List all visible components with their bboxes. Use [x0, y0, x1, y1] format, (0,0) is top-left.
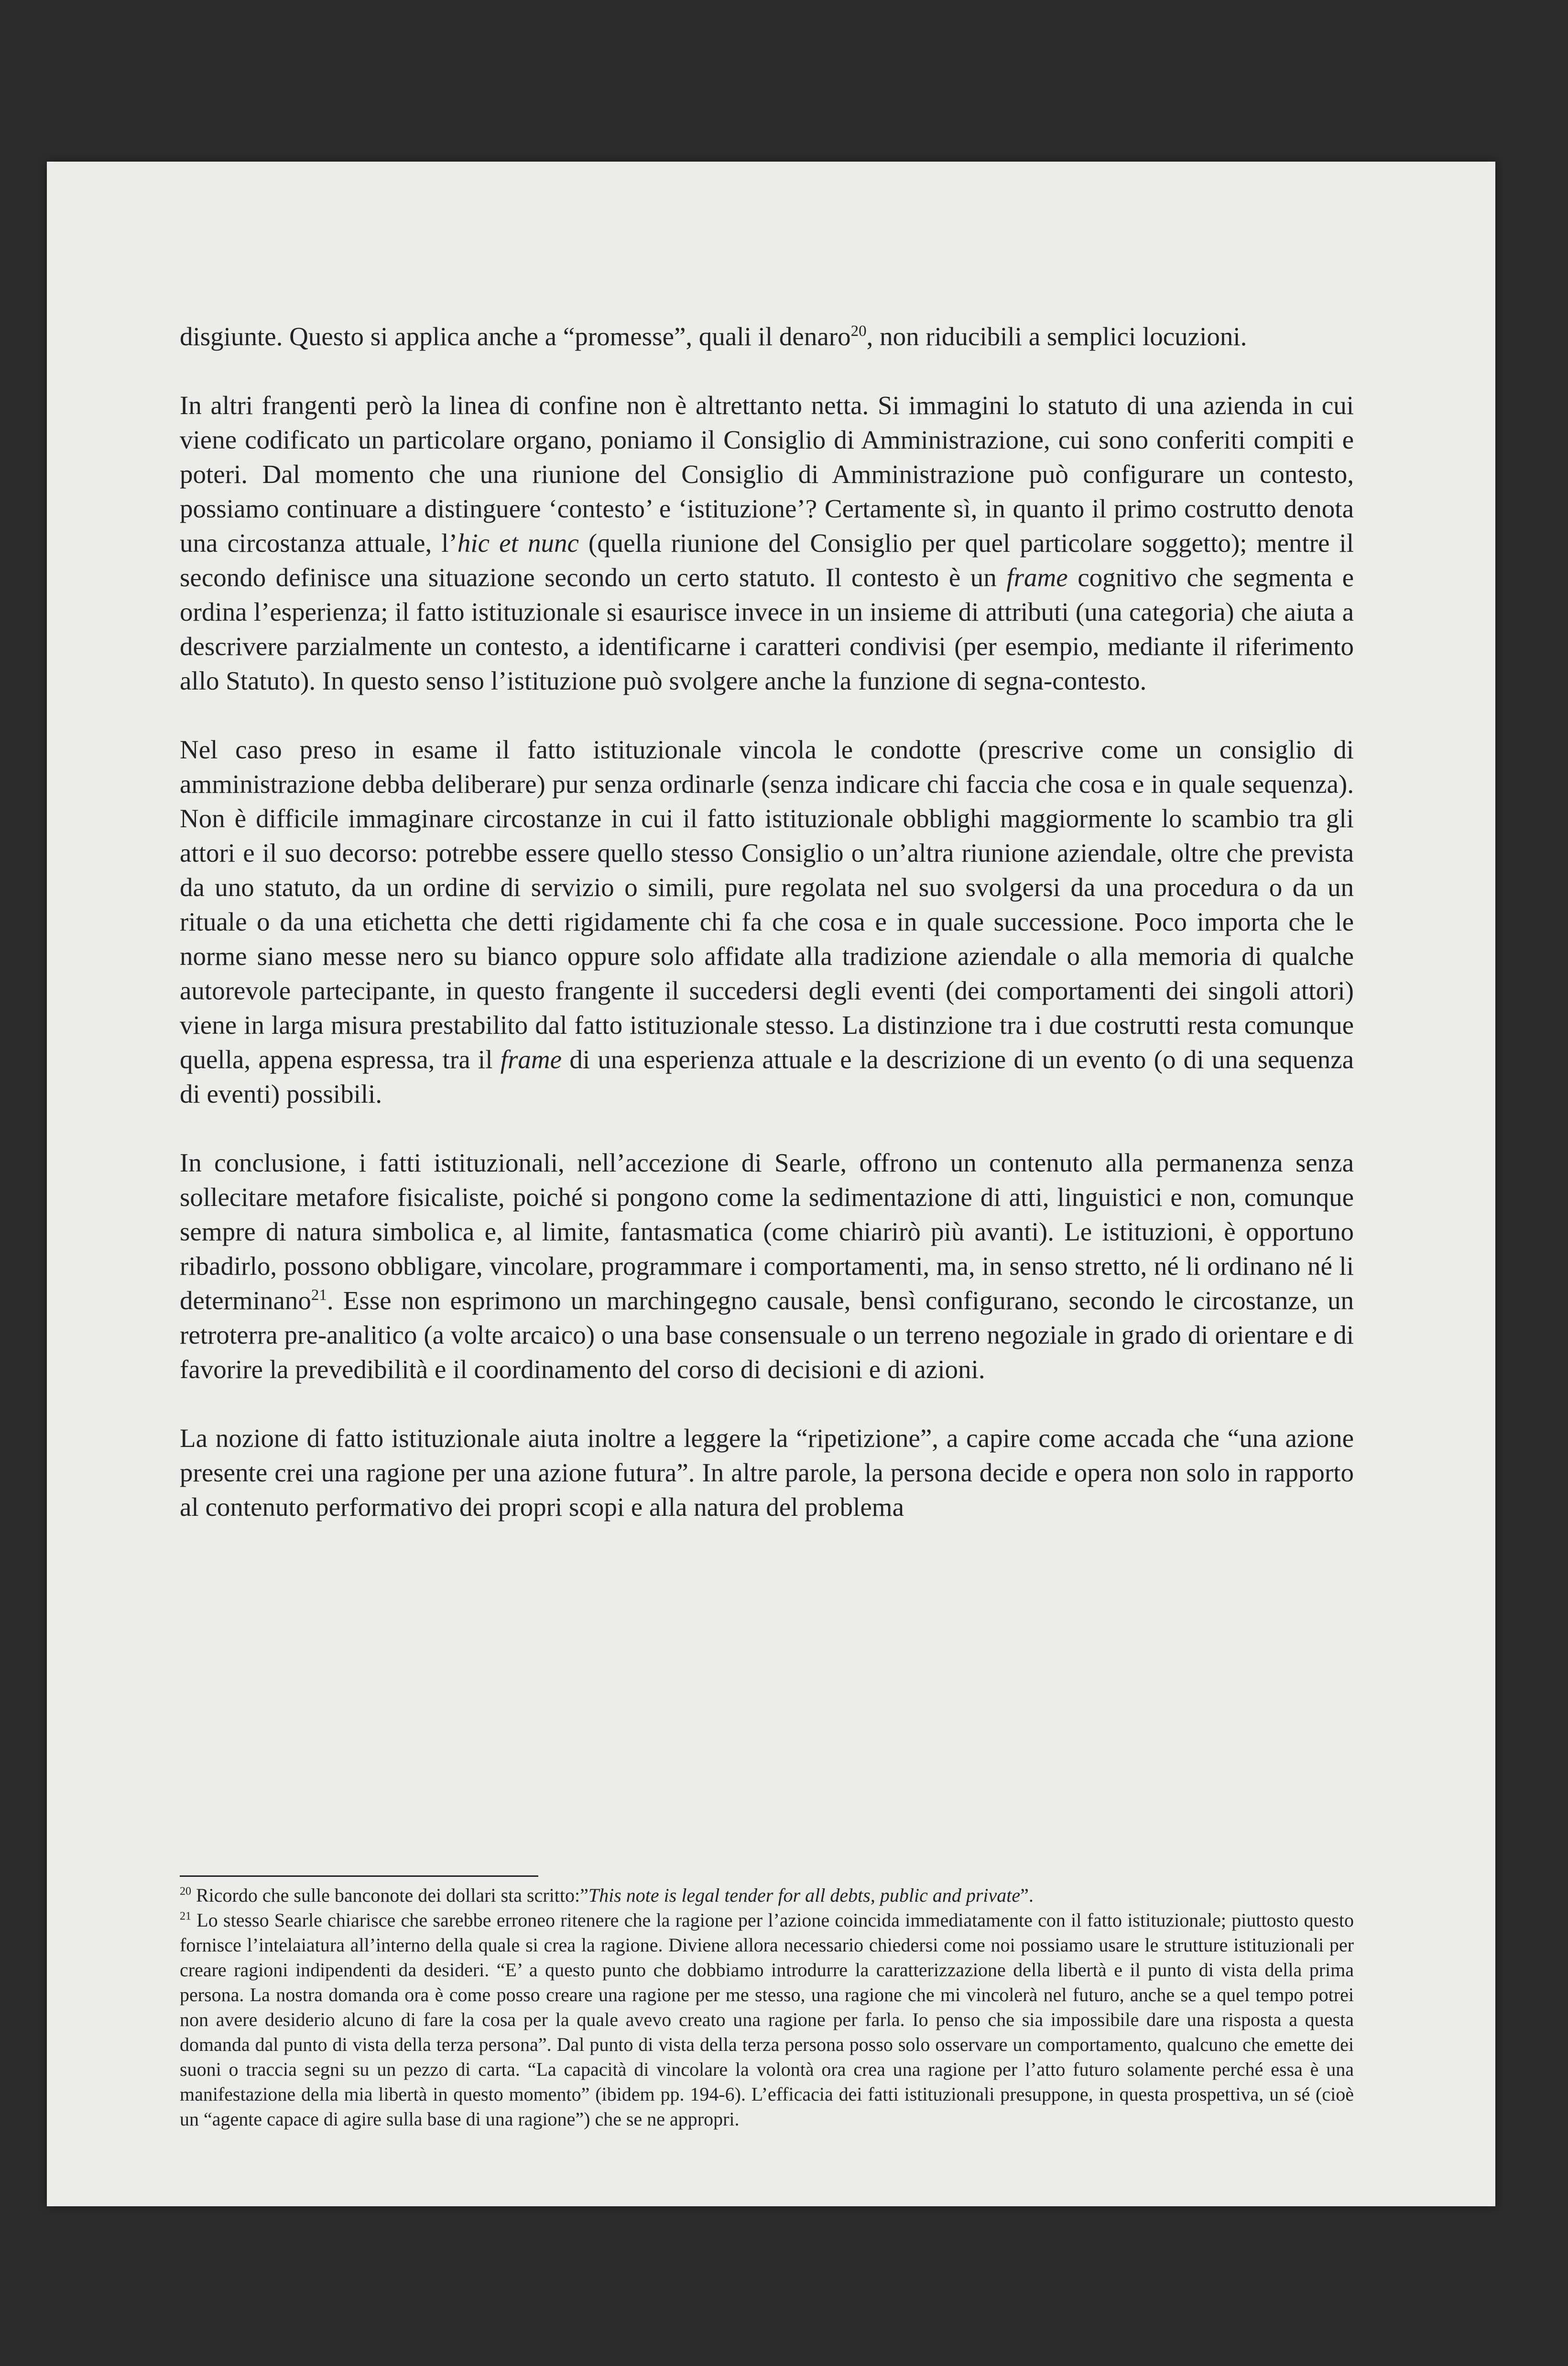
text-segment: Ricordo che sulle banconote dei dollari sta scritto:”	[191, 1884, 588, 1906]
paper-sheet	[47, 162, 1495, 2206]
text-segment: disgiunte. Questo si applica anche a “promesse”, quali il denaro	[180, 322, 851, 351]
body-text	[180, 319, 1354, 1559]
footnote-21	[180, 1908, 1354, 2132]
text-segment: . Esse non esprimono un marchingegno causale, bensì configurano, secondo le circostanze, un retroterra pre-analitico (a volte arcaico) o una base consensuale o un terreno negoziale in grado di orientare e di favorire la prevedibilità e il coordinamento del corso di decisioni e di azioni.	[180, 1286, 1354, 1384]
footnotes	[180, 1883, 1354, 2132]
italic-text: This note is legal tender for all debts, public and private	[588, 1884, 1021, 1906]
italic-text: hic et nunc	[457, 528, 579, 558]
text-segment: (quella riunione del Consiglio per quel particolare soggetto); mentre il secondo definisce una situazione secondo un certo statuto. Il contesto è un	[180, 528, 1354, 592]
text-segment: Lo stesso Searle chiarisce che sarebbe erroneo ritenere che la ragione per l’azione coincida immediatamente con il fatto istituzionale; piuttosto questo fornisce l’intelaiatura all’interno della quale si crea la ragione. Diviene allora necessario chiedersi come noi possiamo usare le strutture istituzionali per creare ragioni indipendenti da desideri. “E’ a questo punto che dobbiamo introdurre la caratterizzazione della libertà e il punto di vista della prima persona. La nostra domanda ora è come posso creare una ragione per me stesso, una ragione che mi vincolerà nel futuro, anche se a quel tempo potrei non avere desiderio alcuno di fare la cosa per la quale avevo creato una ragione per farla. Io penso che sia impossibile dare una risposta a questa domanda dal punto di vista della terza persona”. Dal punto di vista della terza persona posso solo osservare un comportamento, qualcuno che emette dei suoni o traccia segni su un pezzo di carta. “La capacità di vincolare la volontà ora crea una ragione per l’atto futuro solamente perché essa è una manifestazione della mia libertà in questo momento” (ibidem pp. 194-6). L’efficacia dei fatti istituzionali presuppone, in questa prospettiva, un sé (cioè un “agente capace di agire sulla base di una ragione”) che se ne appropri.	[180, 1909, 1354, 2130]
paragraph	[180, 733, 1354, 1111]
paragraph	[180, 388, 1354, 698]
text-segment: Nel caso preso in esame il fatto istituzionale vincola le condotte (prescrive come un consiglio di amministrazione debba deliberare) pur senza ordinarle (senza indicare chi faccia che cosa e in quale sequenza). Non è difficile immaginare circostanze in cui il fatto istituzionale obblighi maggiormente lo scambio tra gli attori e il suo decorso: potrebbe essere quello stesso Consiglio o un’altra riunione aziendale, oltre che prevista da uno statuto, da un ordine di servizio o simili, pure regolata nel suo svolgersi da una procedura o da un rituale o da una etichetta che detti rigidamente chi fa che cosa e in quale successione. Poco importa che le norme siano messe nero su bianco oppure solo affidate alla tradizione aziendale o alla memoria di qualche autorevole partecipante, in questo frangente il succedersi degli eventi (dei comportamenti dei singoli attori) viene in larga misura prestabilito dal fatto istituzionale stesso. La distinzione tra i due costrutti resta comunque quella, appena espressa, tra il	[180, 735, 1354, 1074]
text-segment: In conclusione, i fatti istituzionali, nell’accezione di Searle, offrono un contenuto alla permanenza senza sollecitare metafore fisicaliste, poiché si pongono come la sedimentazione di atti, linguistici e non, comunque sempre di natura simbolica e, al limite, fantasmatica (come chiarirò più avanti). Le istituzioni, è opportuno ribadirlo, possono obbligare, vincolare, programmare i comportamenti, ma, in senso stretto, né li ordinano né li determinano	[180, 1148, 1354, 1315]
footnote-separator	[180, 1875, 538, 1877]
italic-text: frame	[500, 1045, 562, 1074]
paragraph	[180, 1146, 1354, 1387]
footnote-ref: 21	[311, 1286, 327, 1304]
italic-text: frame	[1006, 563, 1068, 592]
text-segment: La nozione di fatto istituzionale aiuta inoltre a leggere la “ripetizione”, a capire come accada che “una azione presente crei una ragione per una azione futura”. In altre parole, la persona decide e opera non solo in rapporto al contenuto performativo dei propri scopi e alla natura del problema	[180, 1424, 1354, 1522]
text-segment: ”.	[1020, 1884, 1034, 1906]
text-segment: In altri frangenti però la linea di confine non è altrettanto netta. Si immagini lo statuto di una azienda in cui viene codificato un particolare organo, poniamo il Consiglio di Amministrazione, cui sono conferiti compiti e poteri. Dal momento che una riunione del Consiglio di Amministrazione può configurare un contesto, possiamo continuare a distinguere ‘contesto’ e ‘istituzione’? Certamente sì, in quanto il primo costrutto denota una circostanza attuale, l’	[180, 391, 1354, 558]
footnote-ref: 20	[850, 322, 867, 340]
footnote-20	[180, 1883, 1354, 1908]
paragraph	[180, 319, 1354, 354]
footnote-ref: 20	[180, 1885, 191, 1898]
text-segment: cognitivo che segmenta e ordina l’esperienza; il fatto istituzionale si esaurisce invece in un insieme di attributi (una categoria) che aiuta a descrivere parzialmente un contesto, a identificarne i caratteri condivisi (per esempio, mediante il riferimento allo Statuto). In questo senso l’istituzione può svolgere anche la funzione di segna-contesto.	[180, 563, 1354, 695]
footnote-ref: 21	[180, 1910, 191, 1923]
text-segment: di una esperienza attuale e la descrizione di un evento (o di una sequenza di eventi) possibili.	[180, 1045, 1354, 1108]
paragraph	[180, 1421, 1354, 1524]
text-segment: , non riducibili a semplici locuzioni.	[866, 322, 1247, 351]
